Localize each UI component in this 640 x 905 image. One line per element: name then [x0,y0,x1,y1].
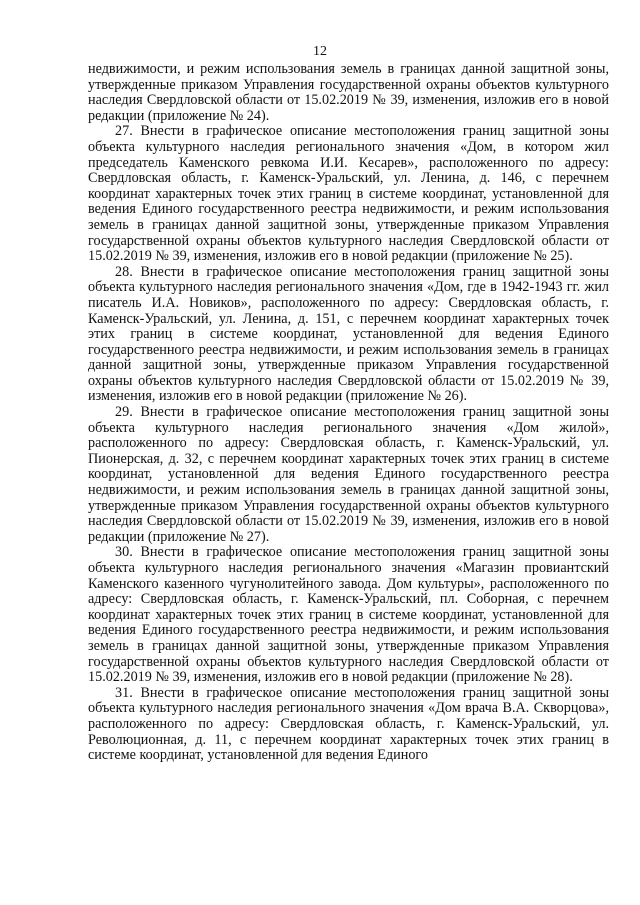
paragraph-item-27: 27. Внести в графическое описание местоположения границ защитной зоны объекта культурного наследия регионального значения «Дом, в котором жил председатель Каменского ревкома И.И. Кесарев», расположенного по адресу: Свердловская область, г. Каменск-Уральский, ул. Ленина, д. 146, с перечнем координат характерных точек этих границ в системе координат, установленной для ведения Единого государственного реестра недвижимости, и режим использования земель в границах данной защитной зоны, утвержденные приказом Управления государственной охраны объектов культурного наследия Свердловской области от 15.02.2019 № 39, изменения, изложив его в новой редакции (приложение № 25). [88,123,609,265]
page-number: 12 [313,44,327,59]
paragraph-item-29: 29. Внести в графическое описание местоположения границ защитной зоны объекта культурного наследия регионального значения «Дом жилой», расположенного по адресу: Свердловская область, г. Каменск-Уральский, ул. Пионерская, д. 32, с перечнем координат характерных точек этих границ в системе координат, установленной для ведения Единого государственного реестра недвижимости, и режим использования земель в границах данной защитной зоны, утвержденные приказом Управления государственной охраны объектов культурного наследия Свердловской области от 15.02.2019 № 39, изменения, изложив его в новой редакции (приложение № 27). [88,404,609,545]
document-body [88,62,609,764]
paragraph-item-30: 30. Внести в графическое описание местоположения границ защитной зоны объекта культурного наследия регионального значения «Магазин провиантский Каменского казенного чугунолитейного завода. Дом культуры», расположенного по адресу: Свердловская область, г. Каменск-Уральский, пл. Соборная, с перечнем координат характерных точек этих границ в системе координат, установленной для ведения Единого государственного реестра недвижимости, и режим использования земель в границах данной защитной зоны, утвержденные приказом Управления государственной охраны объектов культурного наследия Свердловской области от 15.02.2019 № 39, изменения, изложив его в новой редакции (приложение № 28). [88,544,609,686]
paragraph-item-28: 28. Внести в графическое описание местоположения границ защитной зоны объекта культурного наследия регионального значения «Дом, где в 1942-1943 гг. жил писатель И.А. Новиков», расположенного по адресу: Свердловская область, г. Каменск-Уральский, ул. Ленина, д. 151, с перечнем координат характерных точек этих границ в системе координат, установленной для ведения Единого государственного реестра недвижимости, и режим использования земель в границах данной защитной зоны, утвержденные приказом Управления государственной охраны объектов культурного наследия Свердловской области от 15.02.2019 № 39, изменения, изложив его в новой редакции (приложение № 26). [88,263,609,405]
paragraph-item-31: 31. Внести в графическое описание местоположения границ защитной зоны объекта культурного наследия регионального значения «Дом врача В.А. Скворцова», расположенного по адресу: Свердловская область, г. Каменск-Уральский, ул. Революционная, д. 11, с перечнем координат характерных точек этих границ в системе координат, установленной для ведения Единого [88,684,609,764]
paragraph-continuation: недвижимости, и режим использования земель в границах данной защитной зоны, утвержденные приказом Управления государственной охраны объектов культурного наследия Свердловской области от 15.02.2019 № 39, изменения, изложив его в новой редакции (приложение № 24). [88,61,609,124]
